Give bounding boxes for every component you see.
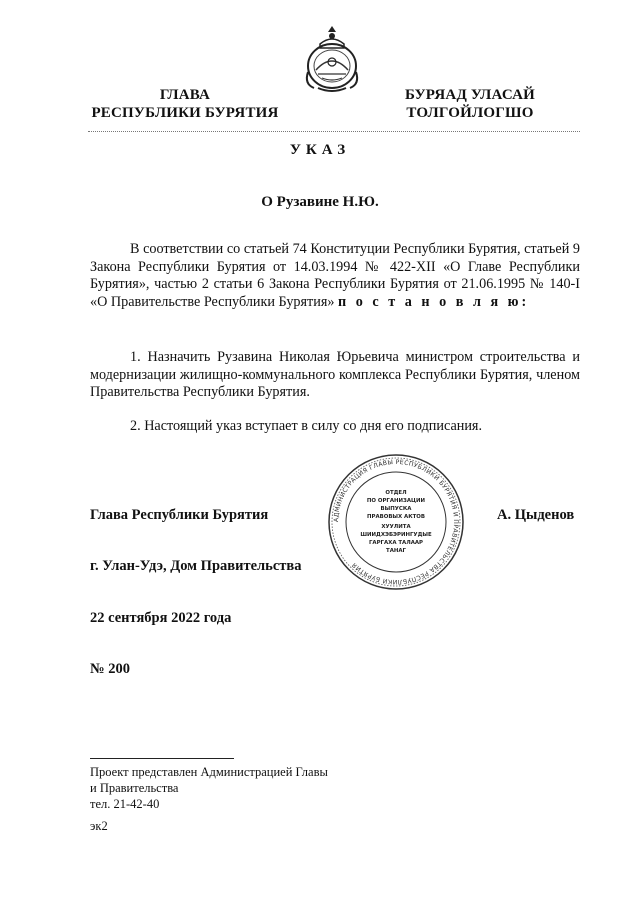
header-left-line2: РЕСПУБЛИКИ БУРЯТИЯ [91, 105, 279, 121]
place: г. Улан-Удэ, Дом Правительства [90, 558, 302, 574]
footer-phone: тел. 21-42-40 [90, 797, 160, 811]
footer-code: эк2 [90, 819, 108, 833]
stamp-line: ГАРГАХА ТАЛААР [369, 540, 423, 546]
date: 22 сентября 2022 года [90, 610, 232, 626]
footer-rule [90, 758, 234, 759]
stamp-line: ВЫПУСКА [380, 506, 412, 512]
header-divider [88, 131, 580, 132]
stamp-line: ТАНАГ [386, 548, 406, 554]
stamp-ring-text: АДМИНИСТРАЦИЯ ГЛАВЫ РЕСПУБЛИКИ БУРЯТИЯ И ПРАВИТЕЛЬСТВА РЕСПУБЛИКИ БУРЯТИЯ [332, 458, 460, 586]
stamp-line: ОТДЕЛ [385, 490, 407, 496]
footer-note [90, 764, 328, 812]
item-1-paragraph: 1. Назначить Рузавина Николая Юрьевича министром строительства и модернизации жилищно-коммунального комплекса Республики Бурятия, членом Правительства Республики Бурятия. [90, 349, 580, 400]
header-right [380, 86, 560, 122]
header-right-line2: ТОЛГОЙЛОГШО [406, 105, 534, 121]
stamp-line: ХУУЛИТА [381, 524, 411, 530]
document-number: № 200 [90, 661, 130, 677]
header-right-line1: БУРЯАД УЛАСАЙ [404, 87, 536, 103]
stamp-line: ПРАВОВЫХ АКТОВ [367, 514, 425, 520]
header-left-line1: ГЛАВА [159, 87, 211, 103]
footer-line2: и Правительства [90, 781, 179, 795]
document-subject: О Рузавине Н.Ю. [261, 194, 379, 210]
preamble-text: В соответствии со статьей 74 Конституции Республики Бурятия, статьей 9 Закона Республики Бурятия от 14.03.1994 № 422-XII «О Главе Республики Бурятия», частью 2 статьи 6 Закона Республики Бурятия от 21.06.1995 № 140-I «О Правительстве Республики Бурятия» [90, 241, 580, 310]
republic-emblem-icon [300, 22, 364, 94]
official-stamp [326, 452, 466, 592]
stamp-line: ШИИДХЭБЭРИНГУДЫЕ [360, 532, 432, 538]
signature-name: А. Цыденов [497, 507, 575, 523]
decree-word: п о с т а н о в л я ю: [338, 293, 530, 310]
stamp-line: ПО ОРГАНИЗАЦИИ [366, 498, 426, 504]
signature-position: Глава Республики Бурятия [90, 507, 269, 523]
footer-line1: Проект представлен Администрацией Главы [90, 765, 328, 779]
document-title: УКАЗ [289, 142, 351, 158]
item-2-paragraph: 2. Настоящий указ вступает в силу со дня его подписания. [130, 418, 483, 434]
header-left [80, 86, 290, 122]
preamble-paragraph [90, 241, 580, 311]
